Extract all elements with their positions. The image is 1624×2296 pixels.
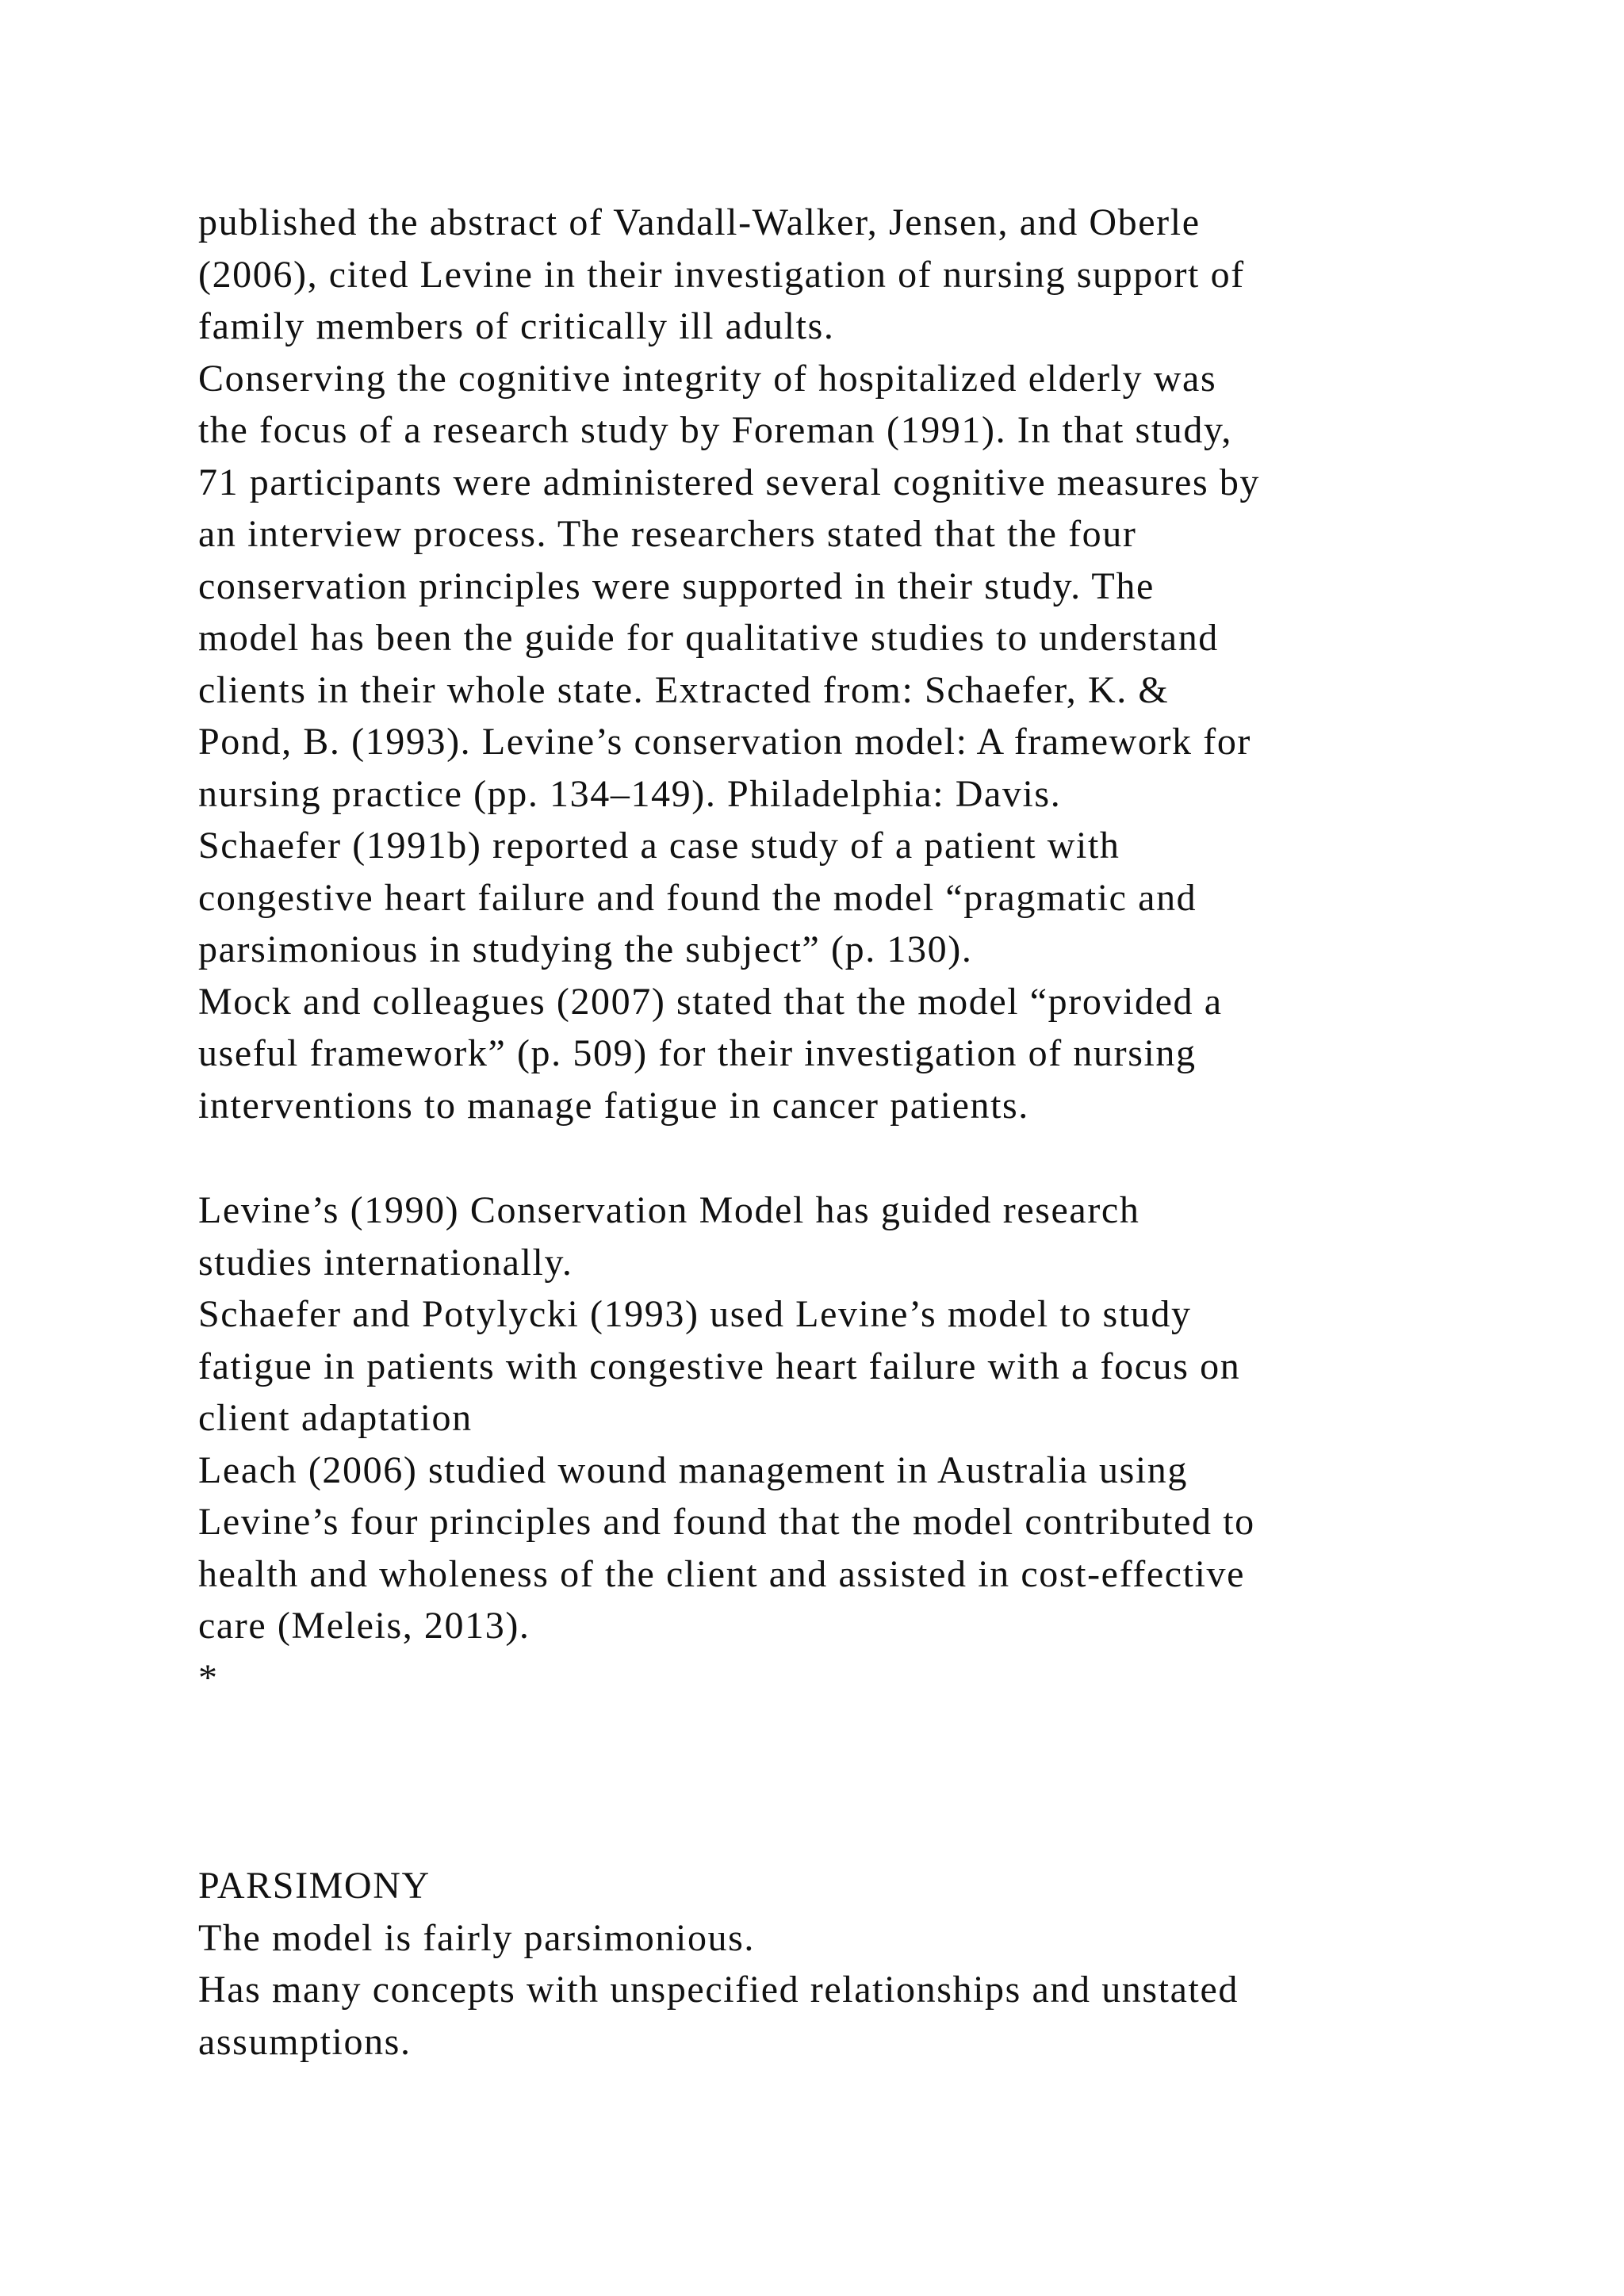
text-line: health and wholeness of the client and assisted in cost-effective xyxy=(198,1552,1246,1595)
text-line: Conserving the cognitive integrity of hospitalized elderly was xyxy=(198,357,1217,400)
text-line: Levine’s four principles and found that the model contributed to xyxy=(198,1501,1255,1543)
text-line: client adaptation xyxy=(198,1397,473,1439)
text-line: an interview process. The researchers stated that the four xyxy=(198,513,1137,555)
text-line: Mock and colleagues (2007) stated that the model “provided a xyxy=(198,980,1223,1023)
text-line: clients in their whole state. Extracted from: Schaefer, K. & xyxy=(198,668,1170,711)
text-line: useful framework” (p. 509) for their investigation of nursing xyxy=(198,1032,1197,1074)
text-line: the focus of a research study by Foreman (1991). In that study, xyxy=(198,409,1233,451)
paragraph-international-research xyxy=(198,1184,1499,1704)
text-line: fatigue in patients with congestive heart failure with a focus on xyxy=(198,1345,1241,1387)
text-line: congestive heart failure and found the model “pragmatic and xyxy=(198,876,1197,919)
text-line: parsimonious in studying the subject” (p. 130). xyxy=(198,928,973,970)
text-line: Levine’s (1990) Conservation Model has guided research xyxy=(198,1189,1140,1231)
text-line: Pond, B. (1993). Levine’s conservation model: A framework for xyxy=(198,721,1252,763)
text-line: Schaefer (1991b) reported a case study of a patient with xyxy=(198,825,1120,867)
text-line: interventions to manage fatigue in cancer patients. xyxy=(198,1084,1029,1127)
text-line: Has many concepts with unspecified relationships and unstated xyxy=(198,1969,1239,2011)
text-line: 71 participants were administered several cognitive measures by xyxy=(198,461,1261,503)
text-line: assumptions. xyxy=(198,2020,412,2063)
text-line: Leach (2006) studied wound management in Australia using xyxy=(198,1448,1188,1491)
text-line: family members of critically ill adults. xyxy=(198,305,835,347)
text-line: studies internationally. xyxy=(198,1241,573,1284)
slide-separator-asterisk: * xyxy=(198,1656,219,1699)
text-line: Schaefer and Potylycki (1993) used Levine’s model to study xyxy=(198,1293,1192,1335)
text-line: model has been the guide for qualitative studies to understand xyxy=(198,617,1219,659)
paragraph-research-studies xyxy=(198,197,1499,1131)
text-line: conservation principles were supported in their study. The xyxy=(198,564,1155,607)
text-line: (2006), cited Levine in their investigation of nursing support of xyxy=(198,253,1245,296)
section-heading: PARSIMONY xyxy=(198,1865,431,1907)
text-line: care (Meleis, 2013). xyxy=(198,1605,530,1647)
section-parsimony xyxy=(198,1860,1499,2068)
text-line: published the abstract of Vandall-Walker, Jensen, and Oberle xyxy=(198,201,1201,243)
text-line: nursing practice (pp. 134–149). Philadelphia: Davis. xyxy=(198,772,1062,815)
text-line: The model is fairly parsimonious. xyxy=(198,1916,756,1959)
